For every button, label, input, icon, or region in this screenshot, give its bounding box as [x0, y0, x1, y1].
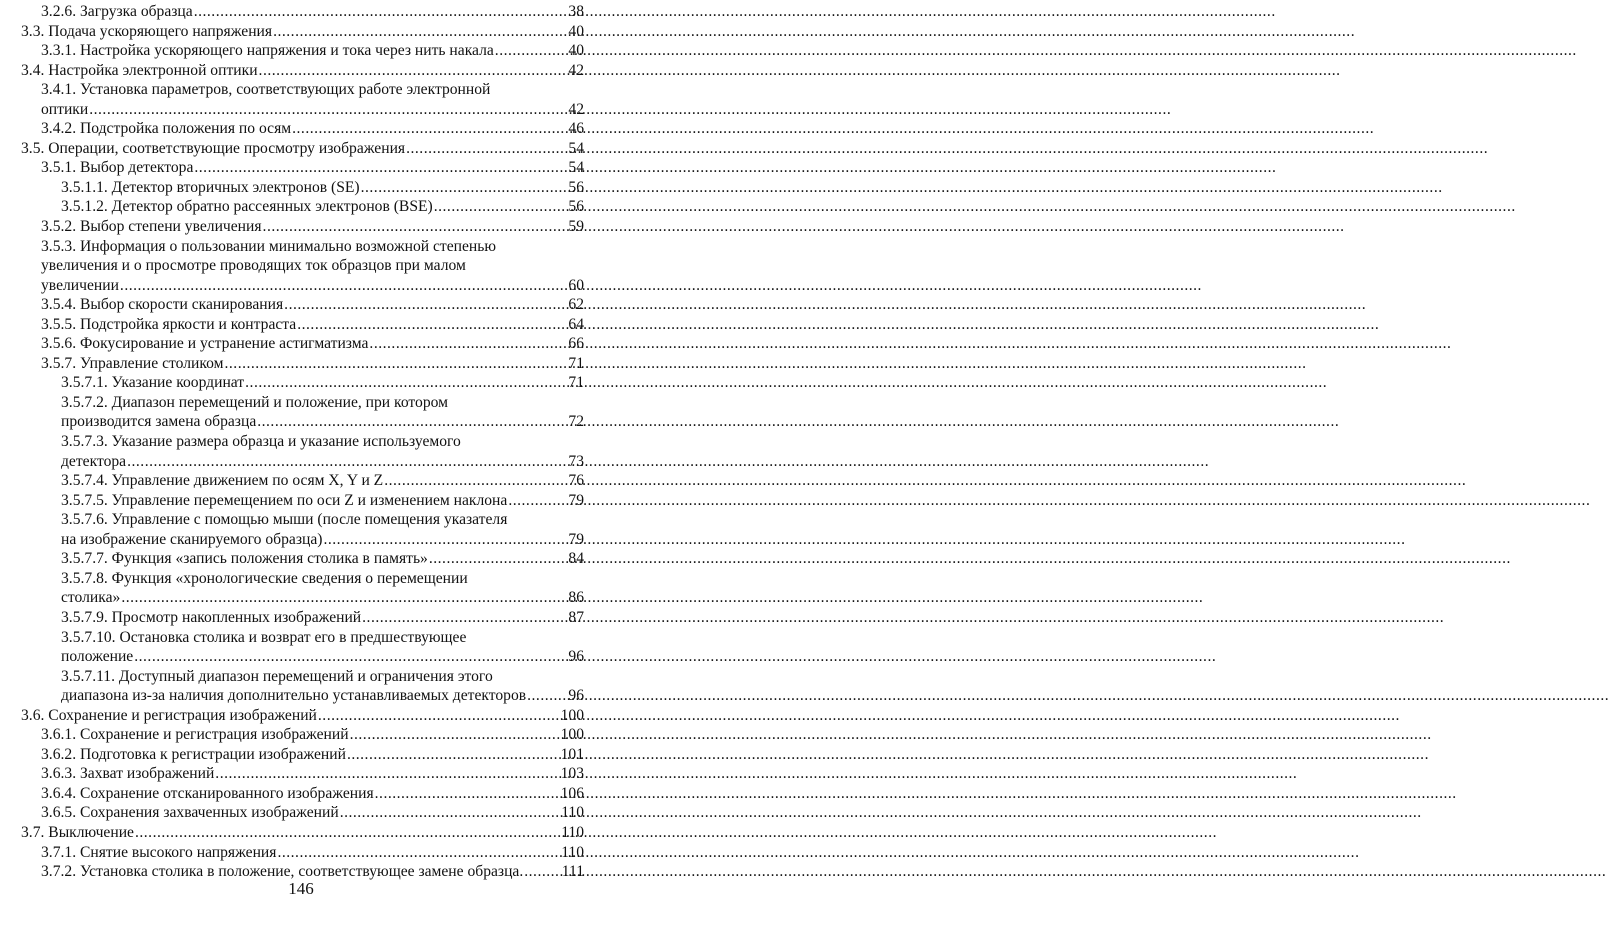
toc-leader-dots — [362, 608, 567, 628]
toc-entry — [0, 41, 584, 61]
toc-entry — [0, 803, 584, 823]
toc-leader-dots — [194, 2, 568, 22]
toc-entry — [0, 843, 584, 863]
toc-entry-title: 3.5.7.2. Диапазон перемещений и положение, при котором — [61, 393, 448, 411]
toc-entry-page: 62 — [568, 296, 584, 314]
toc-entry — [0, 256, 584, 276]
toc-leader-dots — [245, 373, 567, 393]
toc-entry — [0, 178, 584, 198]
toc-entry-title: увеличении — [41, 276, 119, 294]
toc-entry-page: 56 — [568, 198, 584, 216]
toc-entry-title: 3.2.6. Загрузка образца — [41, 3, 193, 20]
toc-entry-title: 3.5.7.9. Просмотр накопленных изображений — [61, 608, 362, 626]
toc-entry-title: детектора — [61, 452, 127, 470]
toc-entry — [0, 22, 584, 42]
toc-entry-title: 3.5.7.5. Управление перемещением по оси Z и изменением наклона — [61, 491, 508, 509]
toc-entry — [0, 452, 584, 472]
toc-leader-dots — [527, 686, 567, 706]
toc-entry — [0, 706, 584, 726]
toc-entry-page: 59 — [568, 218, 584, 236]
toc-leader-dots — [120, 276, 567, 296]
toc-entry — [0, 432, 584, 452]
toc-entry-page: 100 — [560, 706, 584, 724]
toc-entry-page: 79 — [568, 530, 584, 548]
toc-entry-title: 3.7.2. Установка столика в положение, соответствующее замене образца. — [41, 863, 524, 881]
toc-entry-title: 3.6. Сохранение и регистрация изображений — [21, 706, 317, 724]
toc-entry — [0, 667, 584, 687]
toc-entry — [0, 276, 584, 296]
toc-entry-title: на изображение сканируемого образца) — [61, 530, 323, 548]
toc-entry-page: 46 — [568, 120, 584, 138]
toc-entry — [0, 725, 584, 745]
toc-leader-dots — [127, 452, 567, 472]
toc-entry-title: 3.4.1. Установка параметров, соответствующих работе электронной — [41, 81, 491, 99]
toc-leader-dots — [369, 334, 567, 354]
toc-entry — [0, 295, 584, 315]
toc-entry-page: 54 — [568, 159, 584, 177]
toc-leader-dots — [292, 119, 567, 139]
toc-entry-page: 110 — [561, 843, 584, 861]
toc-entry-title: 3.7. Выключение — [21, 823, 134, 841]
toc-entry — [0, 373, 584, 393]
toc-leader-dots — [215, 764, 559, 784]
toc-entry-title: 3.5.3. Информация о пользовании минимально возможной степенью — [41, 237, 497, 255]
toc-entry-page: 110 — [561, 804, 584, 822]
toc-entry-title: 3.6.2. Подготовка к регистрации изображений — [41, 745, 346, 763]
toc-entry-page: 42 — [568, 100, 584, 118]
toc-entry — [0, 2, 584, 22]
toc-leader-dots — [318, 706, 560, 726]
toc-entry — [0, 628, 584, 648]
toc-entry-page: 87 — [568, 608, 584, 626]
table-of-contents — [0, 2, 584, 882]
toc-leader-dots — [121, 588, 567, 608]
toc-leader-dots — [340, 803, 561, 823]
toc-entry-title: 3.5.5. Подстройка яркости и контраста — [41, 315, 297, 333]
toc-entry-title: 3.5.7.8. Функция «хронологические сведения о перемещении — [61, 569, 468, 587]
toc-entry-title: 3.5.1. Выбор детектора — [41, 159, 194, 177]
toc-entry-title: 3.5.2. Выбор степени увеличения — [41, 218, 262, 236]
toc-entry — [0, 100, 584, 120]
toc-leader-dots — [361, 178, 568, 198]
toc-entry-page: 84 — [568, 550, 584, 568]
toc-entry-page: 100 — [560, 726, 584, 744]
toc-entry — [0, 647, 584, 667]
toc-entry-title: 3.5.7.1. Указание координат — [61, 374, 245, 392]
toc-entry-title: 3.5.1.1. Детектор вторичных электронов (SE) — [61, 178, 360, 196]
toc-entry-title: 3.5.7.4. Управление движением по осям X, Y и Z — [61, 472, 384, 490]
toc-entry — [0, 80, 584, 100]
toc-entry-title: 3.3. Подача ускоряющего напряжения — [21, 22, 273, 40]
toc-entry-page: 40 — [568, 42, 584, 60]
toc-entry — [0, 745, 584, 765]
toc-entry — [0, 530, 584, 550]
toc-entry-page: 76 — [568, 472, 584, 490]
toc-entry-title: 3.5.7.3. Указание размера образца и указание используемого — [61, 433, 461, 451]
toc-leader-dots — [263, 217, 568, 237]
toc-entry-title: 3.5. Операции, соответствующие просмотру изображения — [21, 139, 406, 157]
toc-entry-title: производится замена образца — [61, 413, 257, 431]
toc-entry — [0, 510, 584, 530]
toc-leader-dots — [347, 745, 560, 765]
page-number: 146 — [288, 879, 314, 898]
toc-entry-title: 3.5.7.10. Остановка столика и возврат его в предшествующее — [61, 628, 467, 646]
toc-entry-title: 3.6.4. Сохранение отсканированного изображения — [41, 784, 374, 802]
toc-entry-page: 96 — [568, 687, 584, 705]
toc-entry — [0, 354, 584, 374]
toc-entry-page: 40 — [568, 22, 584, 40]
toc-entry — [0, 823, 584, 843]
toc-entry-page: 101 — [560, 745, 584, 763]
toc-entry — [0, 784, 584, 804]
toc-entry-title: оптики — [41, 100, 89, 118]
toc-leader-dots — [495, 41, 568, 61]
toc-entry-page: 60 — [568, 276, 584, 294]
toc-leader-dots — [384, 471, 567, 491]
toc-entry-title: 3.5.7.11. Доступный диапазон перемещений и ограничения этого — [61, 667, 493, 685]
toc-leader-dots — [375, 784, 560, 804]
toc-entry — [0, 237, 584, 257]
toc-leader-dots — [257, 412, 567, 432]
toc-entry-title: 3.5.7.6. Управление с помощью мыши (после помещения указателя — [61, 511, 508, 529]
toc-entry — [0, 412, 584, 432]
toc-entry — [0, 119, 584, 139]
toc-entry-title: 3.5.6. Фокусирование и устранение астигматизма — [41, 335, 369, 353]
toc-entry-title: увеличения и о просмотре проводящих ток образцов при малом — [41, 257, 466, 275]
toc-entry-page: 96 — [568, 648, 584, 666]
toc-entry-page: 73 — [568, 452, 584, 470]
toc-leader-dots — [225, 354, 568, 374]
toc-leader-dots — [135, 823, 560, 843]
toc-entry — [0, 764, 584, 784]
toc-entry-page: 71 — [568, 354, 584, 372]
toc-entry — [0, 471, 584, 491]
toc-entry-page: 110 — [561, 823, 584, 841]
toc-entry-title: 3.4. Настройка электронной оптики — [21, 61, 258, 79]
toc-leader-dots — [284, 295, 567, 315]
toc-entry-title: 3.5.4. Выбор скорости сканирования — [41, 296, 284, 314]
toc-entry-page: 103 — [560, 765, 584, 783]
toc-entry — [0, 217, 584, 237]
toc-entry-title: диапазона из-за наличия дополнительно устанавливаемых детекторов — [61, 687, 527, 705]
toc-entry-page: 72 — [568, 413, 584, 431]
toc-leader-dots — [297, 315, 567, 335]
toc-entry-page: 79 — [568, 491, 584, 509]
toc-entry-title: 3.7.1. Снятие высокого напряжения — [41, 843, 277, 861]
toc-leader-dots — [406, 139, 567, 159]
toc-entry — [0, 569, 584, 589]
toc-entry-title: 3.6.1. Сохранение и регистрация изображений — [41, 726, 349, 744]
toc-entry-page: 111 — [561, 863, 584, 881]
toc-entry-page: 56 — [568, 178, 584, 196]
toc-leader-dots — [350, 725, 560, 745]
toc-entry — [0, 393, 584, 413]
toc-entry — [0, 588, 584, 608]
toc-leader-dots — [323, 530, 567, 550]
toc-entry — [0, 197, 584, 217]
toc-entry — [0, 491, 584, 511]
toc-entry-title: 3.3.1. Настройка ускоряющего напряжения и тока через нить накала — [41, 42, 494, 60]
toc-leader-dots — [259, 61, 568, 81]
toc-entry — [0, 334, 584, 354]
toc-entry-page: 54 — [568, 139, 584, 157]
toc-leader-dots — [273, 22, 567, 42]
toc-entry-title: 3.5.1.2. Детектор обратно рассеянных электронов (BSE) — [61, 198, 433, 216]
toc-entry — [0, 315, 584, 335]
toc-entry — [0, 158, 584, 178]
toc-leader-dots — [194, 158, 567, 178]
toc-leader-dots — [277, 843, 560, 863]
toc-entry — [0, 549, 584, 569]
toc-entry-page: 66 — [568, 335, 584, 353]
toc-leader-dots — [429, 549, 568, 569]
toc-entry-page: 86 — [568, 589, 584, 607]
toc-entry — [0, 61, 584, 81]
toc-entry — [0, 139, 584, 159]
toc-entry-page: 38 — [568, 3, 584, 20]
toc-entry-page: 64 — [568, 315, 584, 333]
toc-entry-page: 42 — [568, 61, 584, 79]
toc-leader-dots — [89, 100, 567, 120]
toc-leader-dots — [134, 647, 567, 667]
toc-entry-title: 3.6.5. Сохранения захваченных изображений — [41, 804, 339, 822]
toc-entry-title: положение — [61, 648, 134, 666]
toc-entry-title: столика» — [61, 589, 121, 607]
toc-entry-title: 3.5.7. Управление столиком — [41, 354, 224, 372]
toc-entry-page: 106 — [560, 784, 584, 802]
toc-entry-title: 3.5.7.7. Функция «запись положения столика в память» — [61, 550, 428, 568]
toc-entry — [0, 608, 584, 628]
toc-leader-dots — [434, 197, 568, 217]
toc-entry-title: 3.4.2. Подстройка положения по осям — [41, 120, 292, 138]
toc-entry — [0, 686, 584, 706]
toc-entry-title: 3.6.3. Захват изображений — [41, 765, 215, 783]
toc-leader-dots — [508, 491, 567, 511]
toc-entry-page: 71 — [568, 374, 584, 392]
